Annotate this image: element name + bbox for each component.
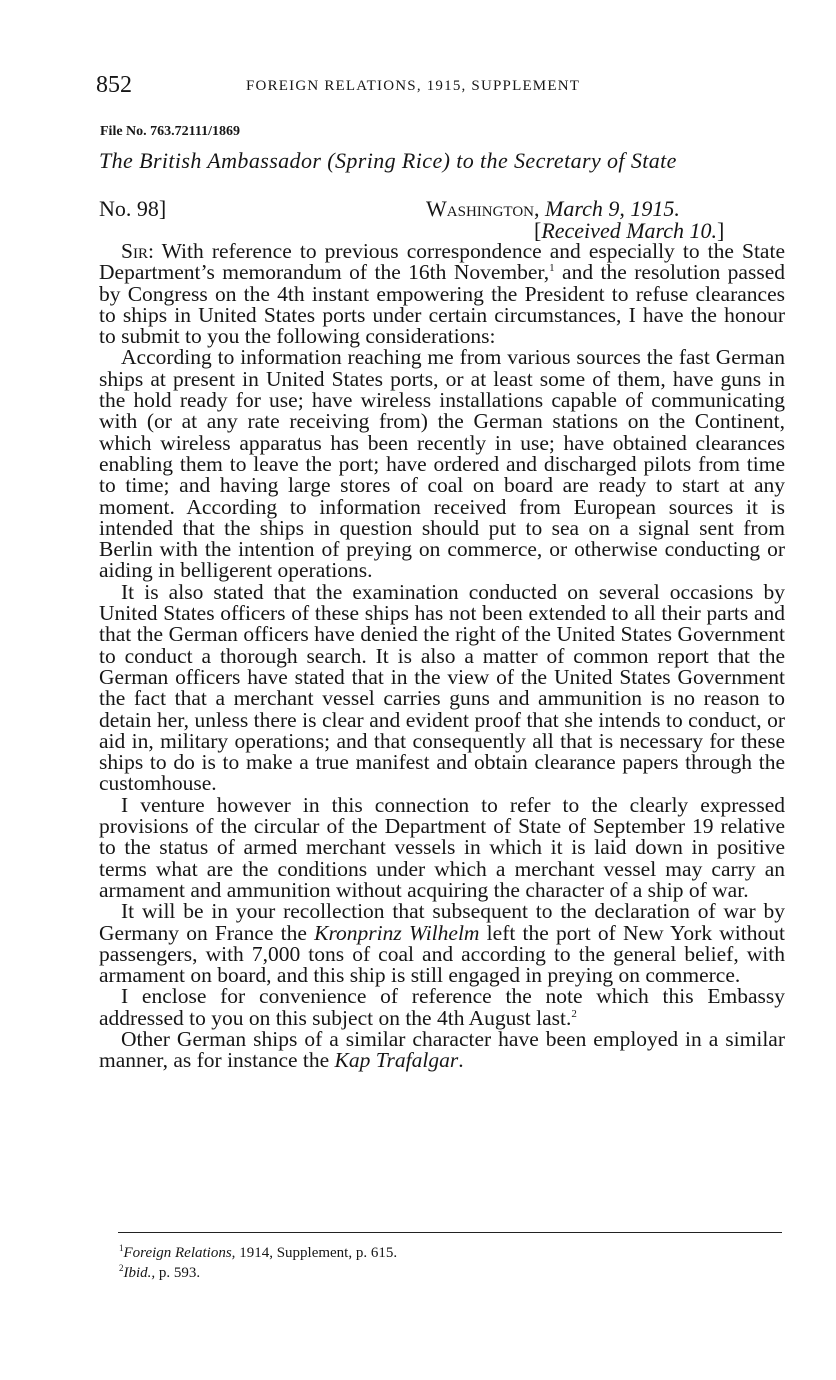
- footnote-1-rest: 1914, Supplement, p. 615.: [235, 1245, 398, 1261]
- paragraph-7-text: Other German ships of a similar character have been employed in a similar manner, as for instance the: [99, 1026, 785, 1073]
- footnote-ref-1: 1: [549, 262, 555, 275]
- footnote-1-source: Foreign Relations,: [123, 1245, 236, 1261]
- received-bracket-open: [: [534, 218, 542, 243]
- paragraph-2: According to information reaching me from various sources the fast German ships at present in United States ports, or at least some of them, have guns in the hold ready for use; have wireless installations capable of communicating with (or at any rate receiving from) the German stations on the Continent, which wireless apparatus has been recently in use; have obtained clearances enabling them to leave the port; have ordered and discharged pilots from time to time; and having large stores of coal on board are ready to start at any moment. According to information received from European sources it is intended that the ships in question should put to sea on a signal sent from Berlin with the intention of preying on commerce, or otherwise conducting or aiding in belligerent operations.: [99, 345, 785, 583]
- dispatch-date: March 9, 1915.: [545, 196, 680, 221]
- footnote-1-mark: 1: [119, 1243, 124, 1253]
- dispatch-place: Washington,: [426, 196, 540, 221]
- received-bracket-close: ]: [717, 218, 725, 243]
- paragraph-7-end: .: [458, 1048, 464, 1073]
- page-number: 852: [96, 72, 132, 98]
- paragraph-7: [99, 1026, 785, 1073]
- footnote-2-rest: p. 593.: [155, 1265, 201, 1281]
- file-number: File No. 763.72111/1869: [100, 124, 240, 139]
- document-title: [99, 148, 677, 174]
- paragraph-5-text-b: left the port of New York without passengers, with 7,000 tons of coal and according to the general belief, with armament on board, and this ship is still engaged in preying on commerce.: [99, 920, 785, 988]
- footnote-divider: [118, 1232, 782, 1233]
- document-title-part3: ) to the Secretary of State: [442, 148, 677, 173]
- paragraph-1-text-b: and the resolution passed by Congress on the 4th instant empowering the President to refuse clearances to ships in United States ports under certain circumstances, I have the honour to submit to you the following considerations:: [99, 260, 785, 349]
- paragraph-1-text-a: : With reference to previous correspondence and especially to the State Department’s memorandum of the 16th November,: [99, 239, 785, 285]
- footnote-2-source: Ibid.,: [123, 1265, 156, 1281]
- page-header: [96, 72, 786, 102]
- paragraph-5-text-a: It will be in your recollection that subsequent to the declaration of war by Germany on France the: [99, 899, 785, 945]
- footnotes: [119, 1243, 397, 1283]
- paragraph-5: [99, 901, 785, 986]
- document-title-part1: The British Ambassador (: [99, 148, 335, 173]
- ship-name-kronprinz: Kronprinz Wilhelm: [314, 920, 480, 945]
- paragraph-1: [99, 241, 785, 347]
- footnote-ref-2: 2: [571, 1007, 577, 1020]
- document-title-author: Spring Rice: [334, 148, 443, 173]
- paragraph-6: [99, 986, 785, 1029]
- footnote-1: [119, 1243, 397, 1263]
- footnote-2-mark: 2: [119, 1263, 124, 1273]
- paragraph-4: I venture however in this connection to refer to the clearly expressed provisions of the circular of the Department of State of September 19 relative to the status of armed merchant vessels in which it is laid down in positive terms what are the conditions under which a merchant vessel may carry an armament and ammunition without acquiring the character of a ship of war.: [99, 792, 785, 902]
- paragraph-6-text: I enclose for convenience of reference the note which this Embassy addressed to you on this subject on the 4th August last.: [99, 984, 785, 1030]
- ship-name-kap-trafalgar: Kap Trafalgar: [334, 1048, 459, 1073]
- running-title: FOREIGN RELATIONS, 1915, SUPPLEMENT: [246, 78, 581, 94]
- footnote-2: [119, 1263, 397, 1283]
- received-date: Received March 10.: [541, 218, 718, 243]
- letter-body: [99, 241, 785, 1072]
- paragraph-3: It is also stated that the examination conducted on several occasions by United States officers of these ships has not been extended to all their parts and that the German officers have denied the right of the United States Government to conduct a thorough search. It is also a matter of common report that the German officers have stated that in the view of the United States Government the fact that a merchant vessel carries guns and ammunition is no reason to detain her, unless there is clear and evident proof that she intends to conduct, or aid in, military operations; and that consequently all that is necessary for these ships to do is to make a true manifest and obtain clearance papers through the customhouse.: [99, 579, 785, 796]
- dispatch-number: No. 98]: [99, 196, 167, 221]
- salutation: Sir: [121, 239, 148, 263]
